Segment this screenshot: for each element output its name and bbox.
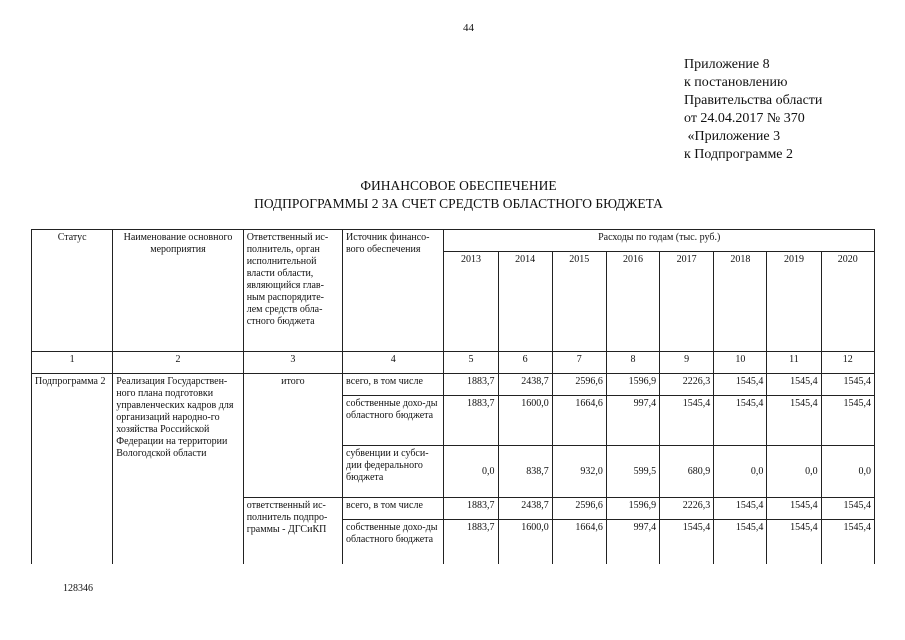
value-cell: 1545,4 (767, 374, 821, 396)
column-number: 10 (714, 352, 767, 374)
title-line: ФИНАНСОВОЕ ОБЕСПЕЧЕНИЕ (360, 178, 557, 193)
appendix-line: к постановлению (684, 75, 788, 90)
value-cell: 1664,6 (552, 396, 606, 446)
value-cell: 1545,4 (714, 396, 767, 446)
appendix-line: «Приложение 3 (684, 129, 781, 144)
value-cell: 1545,4 (767, 396, 821, 446)
value-cell: 1883,7 (444, 374, 498, 396)
value-cell: 680,9 (660, 446, 714, 498)
value-cell: 599,5 (606, 446, 659, 498)
column-number: 3 (243, 352, 342, 374)
value-cell: 1883,7 (444, 396, 498, 446)
header-year: 2016 (606, 252, 659, 352)
value-cell: 1883,7 (444, 498, 498, 520)
value-cell: 1596,9 (606, 374, 659, 396)
executor-cell: ответственный ис-полнитель подпро-граммы - ДГСиКП (243, 498, 342, 564)
header-executor: Ответственный ис-полнитель, орган исполнительной власти области, являющийся глав-ным распорядите-лем средств обла-стного бюджета (243, 230, 342, 352)
value-cell: 0,0 (444, 446, 498, 498)
header-year: 2013 (444, 252, 498, 352)
header-year: 2018 (714, 252, 767, 352)
value-cell: 2226,3 (660, 498, 714, 520)
value-cell: 997,4 (606, 520, 659, 564)
header-year: 2019 (767, 252, 821, 352)
column-number: 7 (552, 352, 606, 374)
source-cell: собственные дохо-ды областного бюджета (343, 396, 444, 446)
footer-code: 128346 (63, 583, 93, 594)
value-cell: 1545,4 (821, 374, 874, 396)
column-number: 1 (32, 352, 113, 374)
column-number: 6 (498, 352, 552, 374)
header-status: Статус (32, 230, 113, 352)
appendix-line: от 24.04.2017 № 370 (684, 111, 805, 126)
value-cell: 1545,4 (821, 396, 874, 446)
value-cell: 1600,0 (498, 520, 552, 564)
measure-name-cell: Реализация Государствен-ного плана подготовки управленческих кадров для организаций народно-го хозяйства Российской Федерации на территории Вологодской области (113, 374, 243, 564)
page-number: 44 (463, 22, 474, 34)
financing-table (31, 229, 875, 564)
value-cell: 1545,4 (767, 498, 821, 520)
appendix-note (684, 56, 822, 164)
header-year: 2017 (660, 252, 714, 352)
source-cell: собственные дохо-ды областного бюджета (343, 520, 444, 564)
value-cell: 0,0 (821, 446, 874, 498)
column-number: 11 (767, 352, 821, 374)
column-number: 5 (444, 352, 498, 374)
value-cell: 1883,7 (444, 520, 498, 564)
header-name: Наименование основного мероприятия (113, 230, 243, 352)
document-title (0, 177, 905, 213)
column-number: 12 (821, 352, 874, 374)
header-year: 2014 (498, 252, 552, 352)
value-cell: 932,0 (552, 446, 606, 498)
column-number: 8 (606, 352, 659, 374)
value-cell: 1545,4 (767, 520, 821, 564)
value-cell: 997,4 (606, 396, 659, 446)
header-expenses: Расходы по годам (тыс. руб.) (444, 230, 875, 252)
column-number: 9 (660, 352, 714, 374)
value-cell: 0,0 (714, 446, 767, 498)
status-cell: Подпрограмма 2 (32, 374, 113, 564)
source-cell: субвенции и субси-дии федерального бюджета (343, 446, 444, 498)
table-row (32, 374, 875, 396)
value-cell: 1545,4 (714, 520, 767, 564)
value-cell: 2226,3 (660, 374, 714, 396)
value-cell: 1545,4 (714, 374, 767, 396)
header-year: 2015 (552, 252, 606, 352)
source-cell: всего, в том числе (343, 374, 444, 396)
column-number: 2 (113, 352, 243, 374)
value-cell: 2596,6 (552, 374, 606, 396)
value-cell: 2438,7 (498, 374, 552, 396)
column-number: 4 (343, 352, 444, 374)
value-cell: 1600,0 (498, 396, 552, 446)
header-year: 2020 (821, 252, 874, 352)
value-cell: 1664,6 (552, 520, 606, 564)
value-cell: 1545,4 (714, 498, 767, 520)
value-cell: 1545,4 (660, 396, 714, 446)
title-line: ПОДПРОГРАММЫ 2 ЗА СЧЕТ СРЕДСТВ ОБЛАСТНОГО БЮДЖЕТА (254, 196, 663, 211)
value-cell: 1545,4 (821, 498, 874, 520)
appendix-line: Приложение 8 (684, 57, 770, 72)
value-cell: 1596,9 (606, 498, 659, 520)
appendix-line: к Подпрограмме 2 (684, 147, 794, 162)
value-cell: 2438,7 (498, 498, 552, 520)
value-cell: 1545,4 (660, 520, 714, 564)
source-cell: всего, в том числе (343, 498, 444, 520)
appendix-line: Правительства области (684, 93, 823, 108)
executor-cell: итого (243, 374, 342, 498)
value-cell: 1545,4 (821, 520, 874, 564)
value-cell: 838,7 (498, 446, 552, 498)
value-cell: 2596,6 (552, 498, 606, 520)
value-cell: 0,0 (767, 446, 821, 498)
header-source: Источник финансо-вого обеспечения (343, 230, 444, 352)
